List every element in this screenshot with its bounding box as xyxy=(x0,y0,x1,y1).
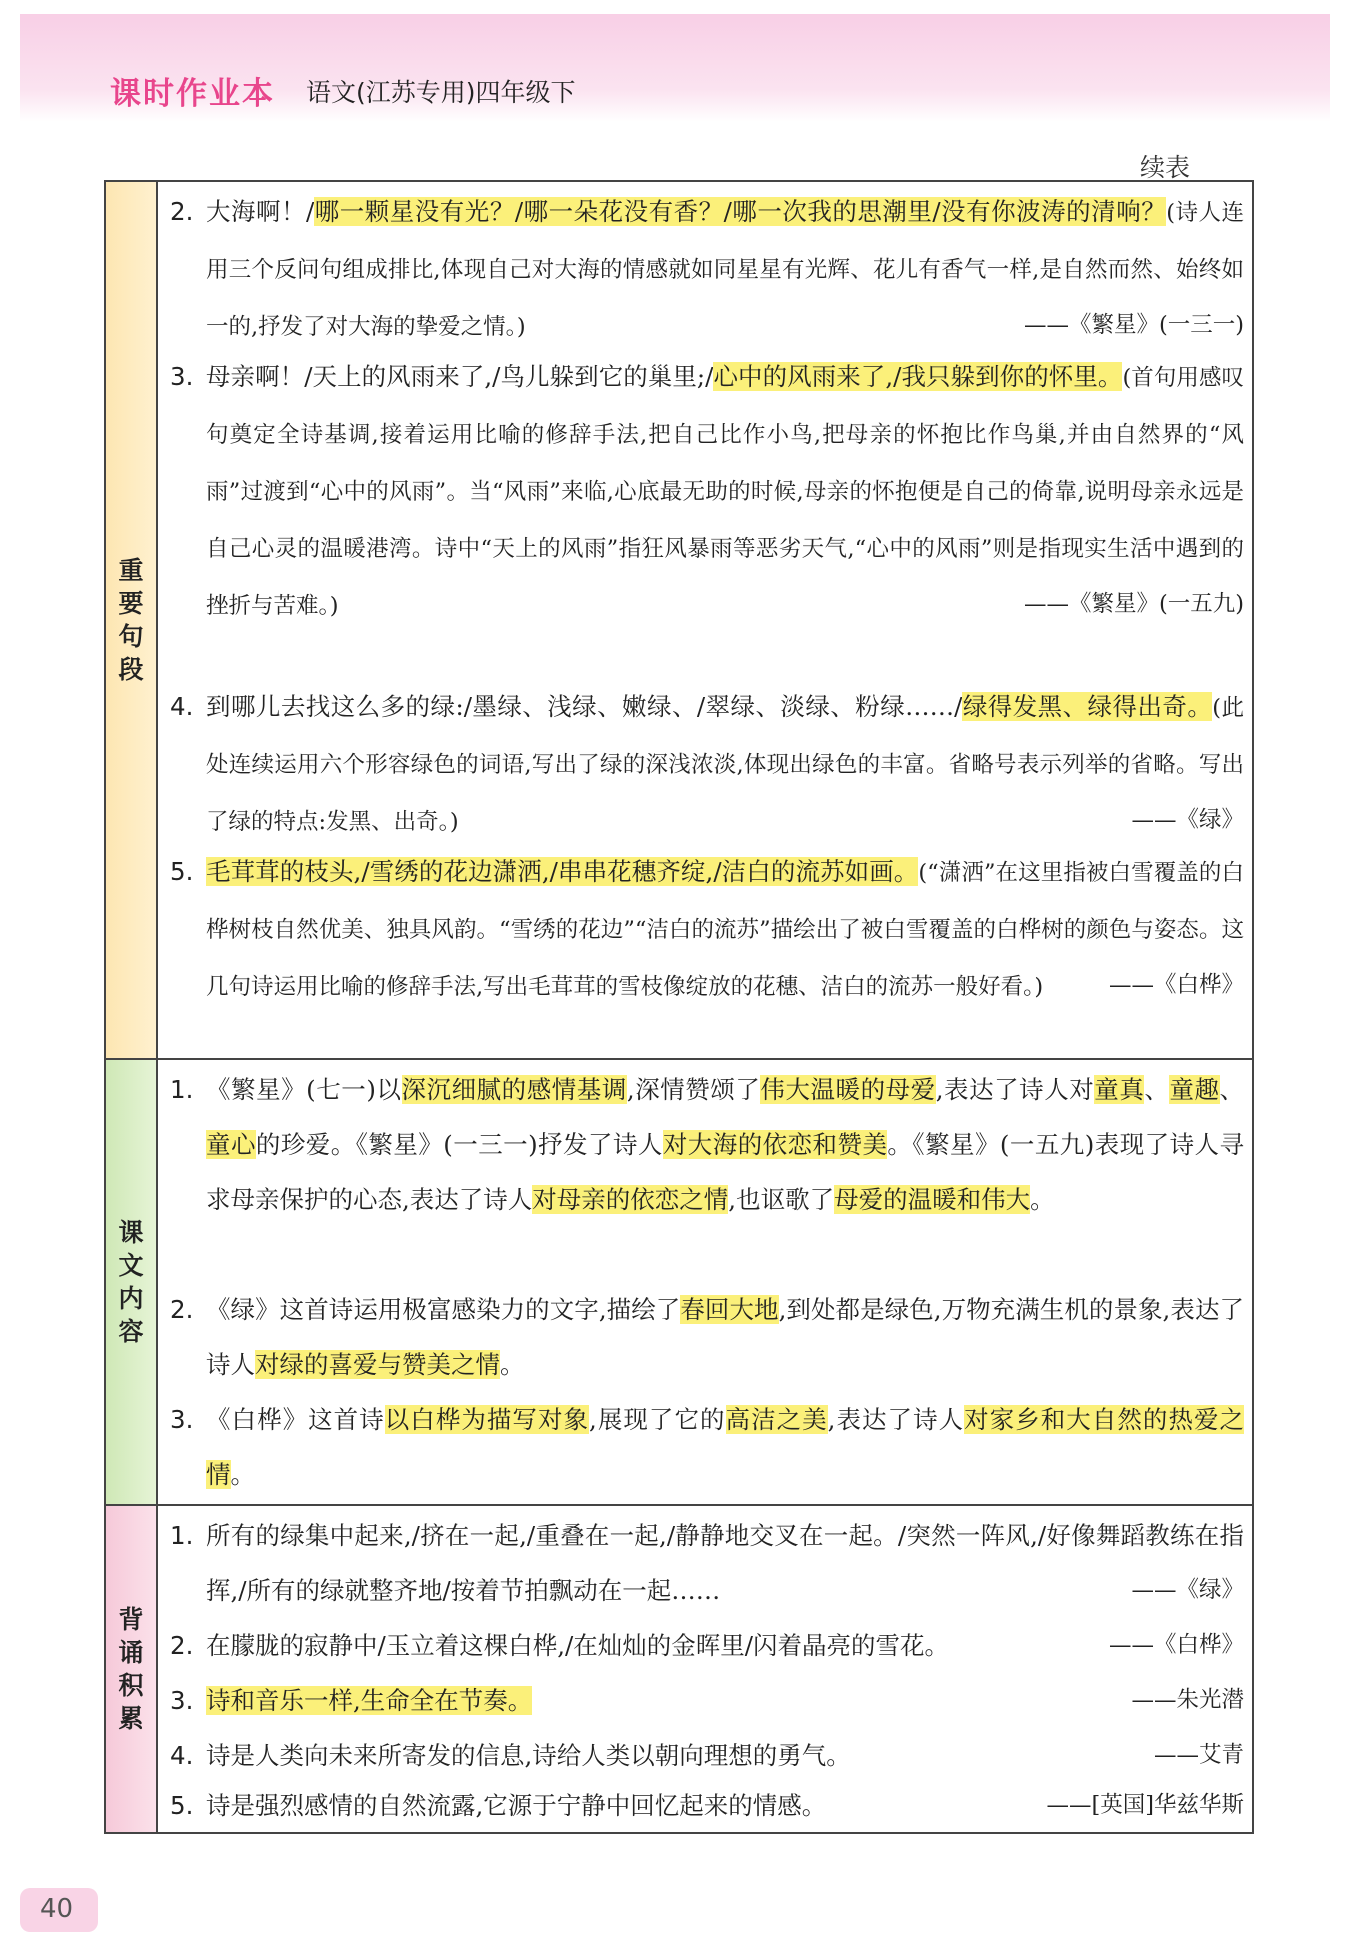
section-label: 背诵积累 xyxy=(118,1605,144,1733)
item-number: 2. xyxy=(170,197,194,226)
source-citation: ——《繁星》(一五九) xyxy=(1023,591,1244,617)
source-citation: ——《白桦》 xyxy=(1108,972,1244,998)
list-item xyxy=(170,1508,1244,1618)
section-key-passages xyxy=(106,182,1252,1060)
list-item xyxy=(170,1778,1244,1833)
notes-table xyxy=(104,180,1254,1834)
highlighted-passage: 哪一颗星没有光？/哪一朵花没有香？/哪一次我的思潮里/没有你波涛的清响？ xyxy=(314,197,1167,226)
section-label: 课文内容 xyxy=(118,1218,144,1346)
source-citation: ——《绿》 xyxy=(1131,807,1244,833)
source-citation: ——朱光潜 xyxy=(1131,1687,1244,1713)
highlighted-quote: 诗和音乐一样,生命全在节奏。 xyxy=(206,1686,533,1715)
summary-phrase: ,到处都是绿色,万物充满生机的景象,表达了诗人 xyxy=(206,1295,1244,1379)
summary-phrase: 《白桦》这首诗 xyxy=(206,1405,385,1434)
item-number: 3. xyxy=(170,1686,194,1715)
section-label-cell xyxy=(106,1060,158,1504)
list-item xyxy=(170,184,1244,355)
summary-phrase: 《繁星》(七一)以 xyxy=(206,1075,402,1104)
summary-phrase: ,表达了诗人 xyxy=(827,1405,965,1434)
section-text-content xyxy=(106,1060,1252,1506)
book-subject-title: 语文(江苏专用)四年级下 xyxy=(306,78,576,107)
passage-text: 到哪儿去找这么多的绿:/墨绿、浅绿、嫩绿、/翠绿、淡绿、粉绿……/ xyxy=(206,692,963,721)
summary-phrase: 、 xyxy=(1219,1075,1245,1104)
passage-text: 母亲啊！/天上的风雨来了,/鸟儿躲到它的巢里;/ xyxy=(206,362,714,391)
annotation-note: (此处连续运用六个形容绿色的词语,写出了绿的深浅浓淡,体现出绿色的丰富。省略号表示列举的省略。写出了绿的特点:发黑、出奇。) xyxy=(206,695,1245,835)
highlighted-phrase: 童趣 xyxy=(1169,1075,1220,1104)
highlighted-phrase: 以白桦为描写对象 xyxy=(384,1405,590,1434)
list-item xyxy=(170,679,1244,850)
source-citation: ——《绿》 xyxy=(1131,1577,1244,1603)
source-citation: ——[英国]华兹华斯 xyxy=(1046,1792,1244,1818)
item-number: 5. xyxy=(170,857,194,886)
item-number: 1. xyxy=(170,1521,194,1550)
highlighted-phrase: 春回大地 xyxy=(680,1295,779,1324)
list-item xyxy=(170,1392,1244,1502)
summary-phrase: ,深情赞颂了 xyxy=(626,1075,761,1104)
item-number: 4. xyxy=(170,1741,194,1770)
summary-phrase: ,展现了它的 xyxy=(589,1405,726,1434)
source-citation: ——艾青 xyxy=(1153,1742,1244,1768)
highlighted-phrase: 对母亲的依恋之情 xyxy=(532,1185,729,1214)
list-item xyxy=(170,844,1244,1015)
item-number: 4. xyxy=(170,692,194,721)
highlighted-phrase: 对大海的依恋和赞美 xyxy=(662,1130,888,1159)
summary-phrase: ,也讴歌了 xyxy=(728,1185,835,1214)
summary-phrase: 。 xyxy=(230,1460,255,1489)
summary-phrase: ,表达了诗人对 xyxy=(935,1075,1095,1104)
summary-phrase: 、 xyxy=(1144,1075,1170,1104)
annotation-note: (诗人连用三个反问句组成排比,体现自己对大海的情感就如同星星有光辉、花儿有香气一样,是自然而然、始终如一的,抒发了对大海的挚爱之情。) xyxy=(206,200,1244,340)
quote-text: 诗是人类向未来所寄发的信息,诗给人类以朝向理想的勇气。 xyxy=(206,1741,851,1770)
summary-text xyxy=(170,1062,1244,1227)
list-item xyxy=(170,1618,1244,1673)
annotation-note: (“潇洒”在这里指被白雪覆盖的白桦树枝自然优美、独具风韵。“雪绣的花边”“洁白的流苏”描绘出了被白雪覆盖的白桦树的颜色与姿态。这几句诗运用比喻的修辞手法,写出毛茸茸的雪枝像绽放的花穗、洁白的流苏一般好看。) xyxy=(206,860,1244,1000)
section-label: 重要句段 xyxy=(118,556,144,684)
section-label-cell xyxy=(106,182,158,1058)
highlighted-phrase: 母爱的温暖和伟大 xyxy=(834,1185,1031,1214)
item-number: 1. xyxy=(170,1075,194,1104)
summary-phrase: 。 xyxy=(500,1350,525,1379)
summary-text xyxy=(170,1392,1244,1502)
highlighted-phrase: 高洁之美 xyxy=(725,1405,828,1434)
section-recitation xyxy=(106,1506,1252,1832)
list-item xyxy=(170,349,1244,634)
book-brand-title: 课时作业本 xyxy=(110,76,275,112)
summary-phrase: 。《繁星》(一五九)表现了诗人寻求母亲保护的心态,表达了诗人 xyxy=(206,1130,1245,1214)
highlighted-passage: 毛茸茸的枝头,/雪绣的花边潇洒,/串串花穗齐绽,/洁白的流苏如画。 xyxy=(206,857,919,886)
source-citation: ——《繁星》(一三一) xyxy=(1023,312,1244,338)
item-number: 5. xyxy=(170,1791,194,1820)
summary-phrase: 《绿》这首诗运用极富感染力的文字,描绘了 xyxy=(206,1295,681,1324)
item-number: 2. xyxy=(170,1631,194,1660)
summary-phrase: 。 xyxy=(1030,1185,1055,1214)
passage-text: 大海啊！/ xyxy=(206,197,315,226)
highlighted-phrase: 童心 xyxy=(206,1130,256,1159)
source-citation: ——《白桦》 xyxy=(1108,1632,1244,1658)
list-item xyxy=(170,1673,1244,1728)
page-number: 40 xyxy=(40,1894,74,1924)
quote-text: 诗是强烈感情的自然流露,它源于宁静中回忆起来的情感。 xyxy=(206,1791,827,1820)
highlighted-phrase: 对绿的喜爱与赞美之情 xyxy=(255,1350,500,1379)
list-item xyxy=(170,1728,1244,1783)
section-label-cell xyxy=(106,1506,158,1832)
highlighted-passage: 绿得发黑、绿得出奇。 xyxy=(962,692,1213,721)
highlighted-phrase: 伟大温暖的母爱 xyxy=(760,1075,936,1104)
highlighted-phrase: 童真 xyxy=(1094,1075,1145,1104)
list-item xyxy=(170,1282,1244,1392)
item-number: 2. xyxy=(170,1295,194,1324)
highlighted-passage: 心中的风雨来了,/我只躲到你的怀里。 xyxy=(713,362,1123,391)
item-number: 3. xyxy=(170,362,194,391)
summary-text xyxy=(170,1282,1244,1392)
item-number: 3. xyxy=(170,1405,194,1434)
highlighted-phrase: 深沉细腻的感情基调 xyxy=(401,1075,627,1104)
quote-text: 所有的绿集中起来,/挤在一起,/重叠在一起,/静静地交叉在一起。/突然一阵风,/好像舞蹈教练在指挥,/所有的绿就整齐地/按着节拍飘动在一起…… xyxy=(206,1521,1244,1605)
list-item xyxy=(170,1062,1244,1227)
summary-phrase: 的珍爱。《繁星》(一三一)抒发了诗人 xyxy=(255,1130,663,1159)
annotation-note: (首句用感叹句奠定全诗基调,接着运用比喻的修辞手法,把自己比作小鸟,把母亲的怀抱比作鸟巢,并由自然界的“风雨”过渡到“心中的风雨”。当“风雨”来临,心底最无助的时候,母亲的怀抱便是自己的倚靠,说明母亲永远是自己心灵的温暖港湾。诗中“天上的风雨”指狂风暴雨等恶劣天气,“心中的风雨”则是指现实生活中遇到的挫折与苦难。) xyxy=(206,365,1244,619)
highlighted-phrase: 对家乡和大自然的热爱之情 xyxy=(206,1405,1245,1489)
continued-table-label: 续表 xyxy=(1140,153,1191,182)
quote-text: 在朦胧的寂静中/玉立着这棵白桦,/在灿灿的金晖里/闪着晶亮的雪花。 xyxy=(206,1631,950,1660)
